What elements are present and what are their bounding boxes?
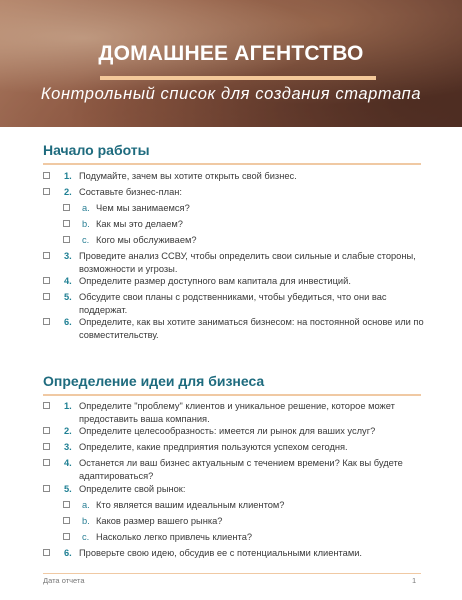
item-text: Как мы это делаем? [96, 219, 183, 229]
report-date-label: Дата отчета [43, 576, 85, 585]
item-number: 1. [64, 401, 72, 411]
item-text: Проведите анализ ССВУ, чтобы определить свои сильные и слабые стороны, возможности и угрозы. [79, 251, 416, 274]
item-letter: c. [82, 235, 90, 245]
item-text: Определите свой рынок: [79, 484, 186, 494]
header-banner [0, 0, 462, 127]
page-subtitle: Контрольный список для создания стартапа [40, 85, 422, 103]
section-divider [43, 163, 421, 165]
item-number: 2. [64, 187, 72, 197]
checkbox[interactable] [63, 220, 70, 227]
item-letter: b. [82, 516, 90, 526]
item-letter: b. [82, 219, 90, 229]
page-title: ДОМАШНЕЕ АГЕНТСТВО [98, 42, 364, 65]
checkbox[interactable] [43, 402, 50, 409]
section-heading-getting-started: Начало работы [43, 142, 150, 158]
item-text: Каков размер вашего рынка? [96, 516, 223, 526]
checkbox[interactable] [43, 318, 50, 325]
item-text: Обсудите свои планы с родственниками, чтобы убедиться, что они вас поддержат. [79, 292, 387, 315]
item-text: Кого мы обслуживаем? [96, 235, 197, 245]
footer-divider [43, 573, 421, 574]
item-text: Определите, как вы хотите заниматься бизнесом: на постоянной основе или по совместительству. [79, 317, 424, 340]
item-text: Составьте бизнес-план: [79, 187, 182, 197]
item-number: 4. [64, 458, 72, 468]
item-number: 3. [64, 442, 72, 452]
checkbox[interactable] [63, 236, 70, 243]
item-text: Подумайте, зачем вы хотите открыть свой бизнес. [79, 171, 297, 181]
item-number: 6. [64, 548, 72, 558]
item-text: Определите размер доступного вам капитала для инвестиций. [79, 276, 351, 286]
item-text: Останется ли ваш бизнес актуальным с течением времени? Как вы будете адаптироваться? [79, 458, 403, 481]
item-text: Насколько легко привлечь клиента? [96, 532, 253, 542]
checkbox[interactable] [43, 172, 50, 179]
item-letter: a. [82, 500, 90, 510]
item-number: 2. [64, 426, 72, 436]
section-divider [43, 394, 421, 396]
item-letter: c. [82, 532, 90, 542]
page-number: 1 [412, 576, 417, 585]
checkbox[interactable] [43, 459, 50, 466]
checkbox[interactable] [43, 293, 50, 300]
item-letter: a. [82, 203, 90, 213]
checkbox[interactable] [63, 517, 70, 524]
checkbox[interactable] [63, 533, 70, 540]
item-number: 4. [64, 276, 72, 286]
checkbox[interactable] [43, 188, 50, 195]
checkbox[interactable] [43, 427, 50, 434]
item-number: 5. [64, 292, 72, 302]
checkbox[interactable] [43, 443, 50, 450]
checkbox[interactable] [63, 204, 70, 211]
item-text: Определите целесообразность: имеется ли рынок для ваших услуг? [79, 426, 376, 436]
checkbox[interactable] [43, 252, 50, 259]
checkbox[interactable] [63, 501, 70, 508]
item-number: 5. [64, 484, 72, 494]
item-text: Чем мы занимаемся? [96, 203, 190, 213]
title-divider [100, 76, 376, 80]
item-text: Проверьте свою идею, обсудив ее с потенциальными клиентами. [79, 548, 363, 558]
item-number: 1. [64, 171, 72, 181]
checkbox[interactable] [43, 277, 50, 284]
checkbox[interactable] [43, 549, 50, 556]
item-number: 6. [64, 317, 72, 327]
item-text: Определите "проблему" клиентов и уникальное решение, которое может предоставить ваша компания. [79, 401, 395, 424]
checkbox[interactable] [43, 485, 50, 492]
item-number: 3. [64, 251, 72, 261]
section-heading-business-idea: Определение идеи для бизнеса [43, 373, 265, 389]
item-text: Определите, какие предприятия пользуются успехом сегодня. [79, 442, 348, 452]
item-text: Кто является вашим идеальным клиентом? [96, 500, 285, 510]
